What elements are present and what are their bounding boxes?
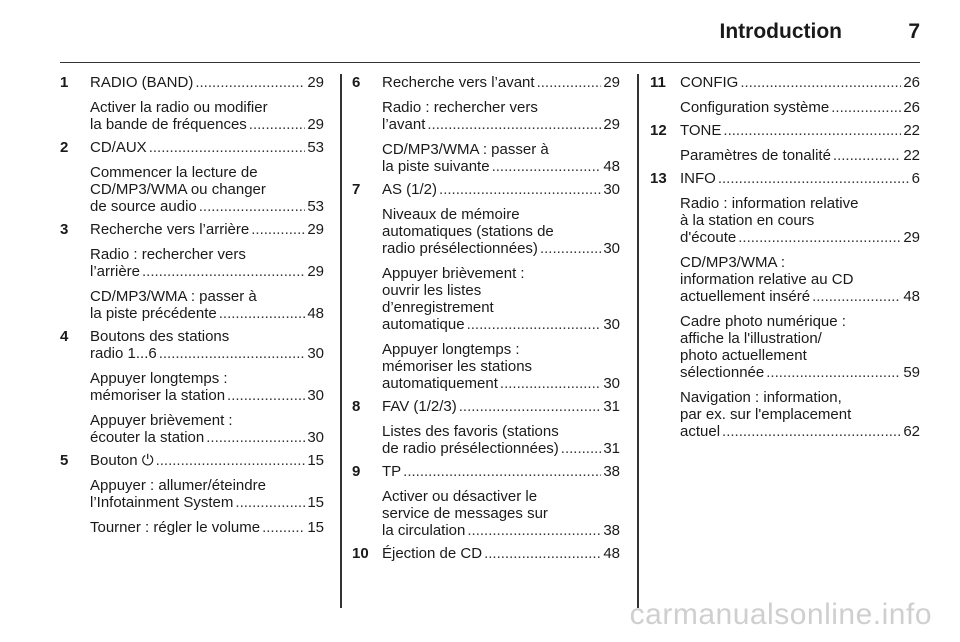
subentry-line: Appuyer : allumer/éteindre <box>90 477 266 494</box>
subentry-line: service de messages sur <box>382 505 548 522</box>
index-row <box>90 305 324 322</box>
entry-number: 11 <box>650 74 666 91</box>
dot-leader <box>500 375 601 392</box>
subentry-line: Niveaux de mémoire <box>382 206 520 223</box>
index-entry <box>60 328 324 362</box>
subentry-line: Navigation : information, <box>680 389 842 406</box>
index-subentry <box>650 99 920 116</box>
entry-title: CD/AUX <box>90 139 147 156</box>
index-row <box>680 423 920 440</box>
entry-title: radio 1...6 <box>90 345 157 362</box>
column-divider <box>340 74 342 608</box>
subentry-line: CD/MP3/WMA : passer à <box>90 288 257 305</box>
entry-number: 1 <box>60 74 69 91</box>
index-row <box>680 170 920 187</box>
page-ref: 30 <box>603 240 620 257</box>
entry-title: FAV (1/2/3) <box>382 398 457 415</box>
index-row <box>382 181 620 198</box>
subentry-line: CD/MP3/WMA : <box>680 254 786 271</box>
index-row <box>382 116 620 133</box>
page-ref: 53 <box>307 139 324 156</box>
index-column-1 <box>60 74 324 542</box>
dot-leader <box>235 494 305 511</box>
page-ref: 48 <box>307 305 324 322</box>
index-row <box>680 229 920 246</box>
entry-text: la piste précédente <box>90 305 217 322</box>
dot-leader <box>467 316 602 333</box>
entry-title: AS (1/2) <box>382 181 438 198</box>
subentry-line: Radio : rechercher vers <box>90 246 246 263</box>
index-subentry <box>650 389 920 440</box>
entry-title: Recherche vers l’avant <box>382 74 535 91</box>
page-ref: 30 <box>603 181 620 198</box>
index-entry <box>352 545 620 562</box>
entry-text: automatique <box>382 316 465 333</box>
entry-text: la bande de fréquences <box>90 116 247 133</box>
entry-text: l’arrière <box>90 263 141 280</box>
index-subentry <box>60 288 324 322</box>
index-row <box>680 99 920 116</box>
index-row <box>90 116 324 133</box>
index-row <box>382 316 620 333</box>
entry-number: 4 <box>60 328 69 345</box>
entry-title: TONE <box>680 122 722 139</box>
dot-leader <box>159 345 306 362</box>
entry-text: écouter la station <box>90 429 205 446</box>
index-row <box>90 263 324 280</box>
entry-number: 9 <box>352 463 361 480</box>
subentry-line: Activer la radio ou modifier <box>90 99 268 116</box>
entry-title: INFO <box>680 170 716 187</box>
dot-leader <box>540 240 601 257</box>
index-subentry <box>352 265 620 333</box>
index-row <box>382 463 620 480</box>
dot-leader <box>484 545 601 562</box>
dot-leader <box>492 158 602 175</box>
page-ref: 48 <box>603 158 620 175</box>
index-row <box>90 221 324 238</box>
dot-leader <box>722 423 901 440</box>
entry-text: d'écoute <box>680 229 737 246</box>
dot-leader <box>219 305 306 322</box>
entry-text: de source audio <box>90 198 197 215</box>
index-row <box>680 74 920 91</box>
entry-title: Recherche vers l’arrière <box>90 221 250 238</box>
dot-leader <box>199 198 306 215</box>
subentry-line: Commencer la lecture de <box>90 164 258 181</box>
entry-text: de radio présélectionnées) <box>382 440 559 457</box>
page-ref: 29 <box>307 221 324 238</box>
index-subentry <box>352 341 620 392</box>
index-entry <box>60 452 324 469</box>
subentry-line: Activer ou désactiver le <box>382 488 538 505</box>
dot-leader <box>831 99 901 116</box>
subentry-line: Appuyer longtemps : <box>382 341 520 358</box>
index-subentry <box>352 99 620 133</box>
page-ref: 26 <box>903 99 920 116</box>
page-ref: 29 <box>307 116 324 133</box>
dot-leader <box>738 229 901 246</box>
page-ref: 29 <box>603 74 620 91</box>
index-subentry <box>352 141 620 175</box>
dot-leader <box>249 116 306 133</box>
page-header <box>60 0 920 63</box>
page-ref: 15 <box>307 494 324 511</box>
dot-leader <box>723 122 901 139</box>
dot-leader <box>833 147 901 164</box>
page-ref: 30 <box>603 316 620 333</box>
subentry-line: Appuyer brièvement : <box>90 412 233 429</box>
index-subentry <box>650 254 920 305</box>
entry-title-line: Boutons des stations <box>90 328 230 345</box>
page-title: Introduction <box>719 20 842 43</box>
index-row <box>382 375 620 392</box>
index-entry <box>650 74 920 91</box>
index-subentry <box>60 99 324 133</box>
dot-leader <box>227 387 305 404</box>
entry-number: 7 <box>352 181 361 198</box>
page-ref: 31 <box>603 440 620 457</box>
index-row <box>382 74 620 91</box>
dot-leader <box>812 288 901 305</box>
index-entry <box>650 122 920 139</box>
page-ref: 29 <box>307 74 324 91</box>
index-row <box>382 545 620 562</box>
page-ref: 62 <box>903 423 920 440</box>
entry-title: Bouton ⏻ <box>90 452 154 469</box>
entry-text: l’avant <box>382 116 426 133</box>
page-ref: 22 <box>903 147 920 164</box>
index-subentry <box>60 477 324 511</box>
subentry-line: d’enregistrement <box>382 299 494 316</box>
index-row <box>90 452 324 469</box>
entry-text: actuellement inséré <box>680 288 811 305</box>
index-subentry <box>60 519 324 536</box>
dot-leader <box>561 440 602 457</box>
subentry-line: Cadre photo numérique : <box>680 313 846 330</box>
subentry-line: photo actuellement <box>680 347 807 364</box>
dot-leader <box>766 364 901 381</box>
page-ref: 29 <box>603 116 620 133</box>
subentry-line: Radio : information relative <box>680 195 859 212</box>
page-ref: 6 <box>911 170 920 187</box>
subentry-line: CD/MP3/WMA : passer à <box>382 141 549 158</box>
entry-title: TP <box>382 463 402 480</box>
page-ref: 29 <box>307 263 324 280</box>
page-ref: 30 <box>307 387 324 404</box>
page-ref: 48 <box>903 288 920 305</box>
entry-number: 6 <box>352 74 361 91</box>
index-row <box>382 440 620 457</box>
entry-text: automatiquement <box>382 375 498 392</box>
index-entry <box>60 139 324 156</box>
dot-leader <box>262 519 305 536</box>
page-ref: 30 <box>307 429 324 446</box>
index-subentry <box>650 313 920 381</box>
subentry-line: Radio : rechercher vers <box>382 99 538 116</box>
dot-leader <box>718 170 910 187</box>
index-subentry <box>60 164 324 215</box>
watermark: carmanualsonline.info <box>629 598 932 631</box>
subentry-line: affiche la l'illustration/ <box>680 330 822 347</box>
index-row <box>90 519 324 536</box>
page-number: 7 <box>908 20 920 43</box>
subentry-line: CD/MP3/WMA ou changer <box>90 181 266 198</box>
index-entry <box>352 463 620 480</box>
entry-text: l’Infotainment System <box>90 494 234 511</box>
dot-leader <box>459 398 602 415</box>
page-ref: 31 <box>603 398 620 415</box>
index-subentry <box>352 488 620 539</box>
entry-text: mémoriser la station <box>90 387 226 404</box>
entry-number: 2 <box>60 139 69 156</box>
index-subentry <box>60 246 324 280</box>
entry-text: sélectionnée <box>680 364 765 381</box>
subentry-line: à la station en cours <box>680 212 815 229</box>
entry-title: CONFIG <box>680 74 739 91</box>
page-ref: 15 <box>307 452 324 469</box>
index-row <box>382 158 620 175</box>
index-entry <box>650 170 920 187</box>
entry-number: 13 <box>650 170 667 187</box>
subentry-line: mémoriser les stations <box>382 358 533 375</box>
page-ref: 30 <box>603 375 620 392</box>
index-subentry <box>60 370 324 404</box>
index-entry <box>60 74 324 91</box>
index-row <box>680 147 920 164</box>
index-subentry <box>650 147 920 164</box>
entry-text: radio présélectionnées) <box>382 240 538 257</box>
dot-leader <box>427 116 601 133</box>
dot-leader <box>149 139 306 156</box>
column-divider <box>637 74 639 608</box>
page-ref: 26 <box>903 74 920 91</box>
index-entry <box>60 221 324 238</box>
page-ref: 48 <box>603 545 620 562</box>
index-row <box>680 288 920 305</box>
page-ref: 22 <box>903 122 920 139</box>
index-subentry <box>352 423 620 457</box>
page-ref: 38 <box>603 463 620 480</box>
dot-leader <box>537 74 602 91</box>
subentry-line: Appuyer longtemps : <box>90 370 228 387</box>
index-row <box>680 122 920 139</box>
entry-text: actuel <box>680 423 721 440</box>
subentry-line: Listes des favoris (stations <box>382 423 559 440</box>
index-entry <box>352 181 620 198</box>
entry-title: Éjection de CD <box>382 545 483 562</box>
subentry-line: Appuyer brièvement : <box>382 265 525 282</box>
index-row <box>90 345 324 362</box>
subentry-line: ouvrir les listes <box>382 282 482 299</box>
page-ref: 38 <box>603 522 620 539</box>
dot-leader <box>403 463 601 480</box>
dot-leader <box>439 181 601 198</box>
index-entry <box>352 398 620 415</box>
page-ref: 59 <box>903 364 920 381</box>
index-row <box>382 240 620 257</box>
subentry-line: par ex. sur l'emplacement <box>680 406 852 423</box>
index-row <box>90 494 324 511</box>
entry-text: la piste suivante <box>382 158 490 175</box>
page-ref: 53 <box>307 198 324 215</box>
index-subentry <box>352 206 620 257</box>
index-row <box>382 398 620 415</box>
entry-text: Paramètres de tonalité <box>680 147 831 164</box>
dot-leader <box>156 452 306 469</box>
entry-text: Configuration système <box>680 99 830 116</box>
dot-leader <box>467 522 601 539</box>
page-ref: 15 <box>307 519 324 536</box>
index-column-2 <box>352 74 620 568</box>
dot-leader <box>251 221 305 238</box>
page-ref: 30 <box>307 345 324 362</box>
index-row <box>90 429 324 446</box>
index-row <box>90 139 324 156</box>
entry-number: 8 <box>352 398 361 415</box>
page-ref: 29 <box>903 229 920 246</box>
entry-text: la circulation <box>382 522 466 539</box>
index-subentry <box>650 195 920 246</box>
index-row <box>90 387 324 404</box>
dot-leader <box>195 74 305 91</box>
entry-title: RADIO (BAND) <box>90 74 194 91</box>
dot-leader <box>206 429 305 446</box>
subentry-line: automatiques (stations de <box>382 223 554 240</box>
index-row <box>680 364 920 381</box>
entry-number: 3 <box>60 221 69 238</box>
subentry-line: information relative au CD <box>680 271 854 288</box>
index-row <box>90 74 324 91</box>
dot-leader <box>142 263 305 280</box>
index-row <box>90 198 324 215</box>
index-row <box>382 522 620 539</box>
entry-number: 5 <box>60 452 69 469</box>
index-subentry <box>60 412 324 446</box>
index-entry <box>352 74 620 91</box>
entry-number: 10 <box>352 545 369 562</box>
entry-text: Tourner : régler le volume <box>90 519 261 536</box>
entry-number: 12 <box>650 122 667 139</box>
dot-leader <box>740 74 901 91</box>
index-column-3 <box>650 74 920 446</box>
